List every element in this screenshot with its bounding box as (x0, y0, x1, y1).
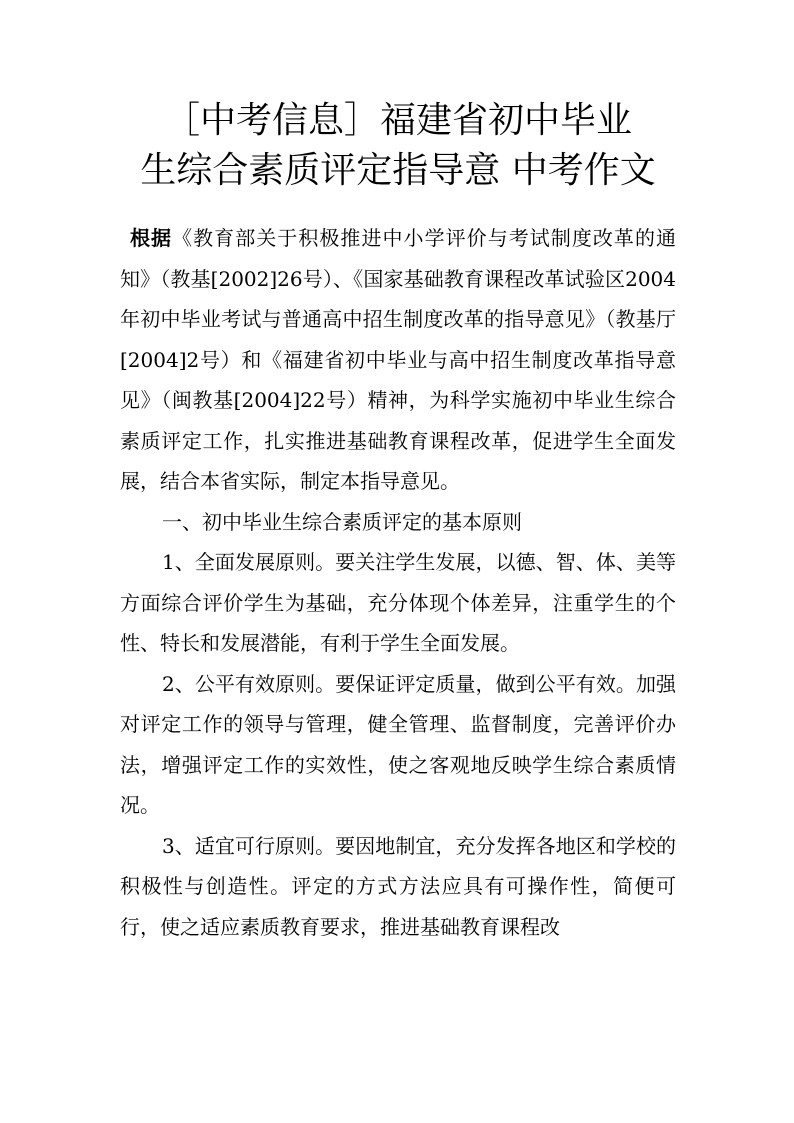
principle-1-paragraph: 1、全面发展原则。要关注学生发展，以德、智、体、美等方面综合评价学生为基础，充分体现个体差异，注重学生的个性、特长和发展潜能，有利于学生全面发展。 (120, 550, 676, 655)
principle-2-paragraph: 2、公平有效原则。要保证评定质量，做到公平有效。加强对评定工作的领导与管理，健全管理、监督制度，完善评价办法，增强评定工作的实效性，使之客观地反映学生综合素质情况。 (120, 671, 676, 817)
title-line-2: 生综合素质评定指导意 中考作文 (140, 150, 656, 191)
principle-3-paragraph: 3、适宜可行原则。要因地制宜，充分发挥各地区和学校的积极性与创造性。评定的方式方法应具有可操作性，简便可行，使之适应素质教育要求，推进基础教育课程改 (120, 833, 676, 939)
section-heading: 一、初中毕业生综合素质评定的基本原则 (162, 509, 522, 534)
intro-lead-word: 根据 (130, 226, 173, 250)
document-body (120, 218, 676, 947)
title-line-1: ［中考信息］福建省初中毕业 (163, 100, 632, 141)
intro-text: 《教育部关于积极推进中小学评价与考试制度改革的通知》（教基[2002]26号）、《国家基础教育课程改革试验区2004年初中毕业考试与普通高中招生制度改革的指导意见》（教基厅[2004]2号）和《福建省初中毕业与高中招生制度改革指导意见》（闽教基[2004]22号）精神，为科学实施初中毕业生综合素质评定工作，扎实推进基础教育课程改革，促进学生全面发展，结合本省实际，制定本指导意见。 (120, 226, 677, 493)
intro-paragraph (120, 218, 676, 502)
document-title (118, 96, 678, 196)
